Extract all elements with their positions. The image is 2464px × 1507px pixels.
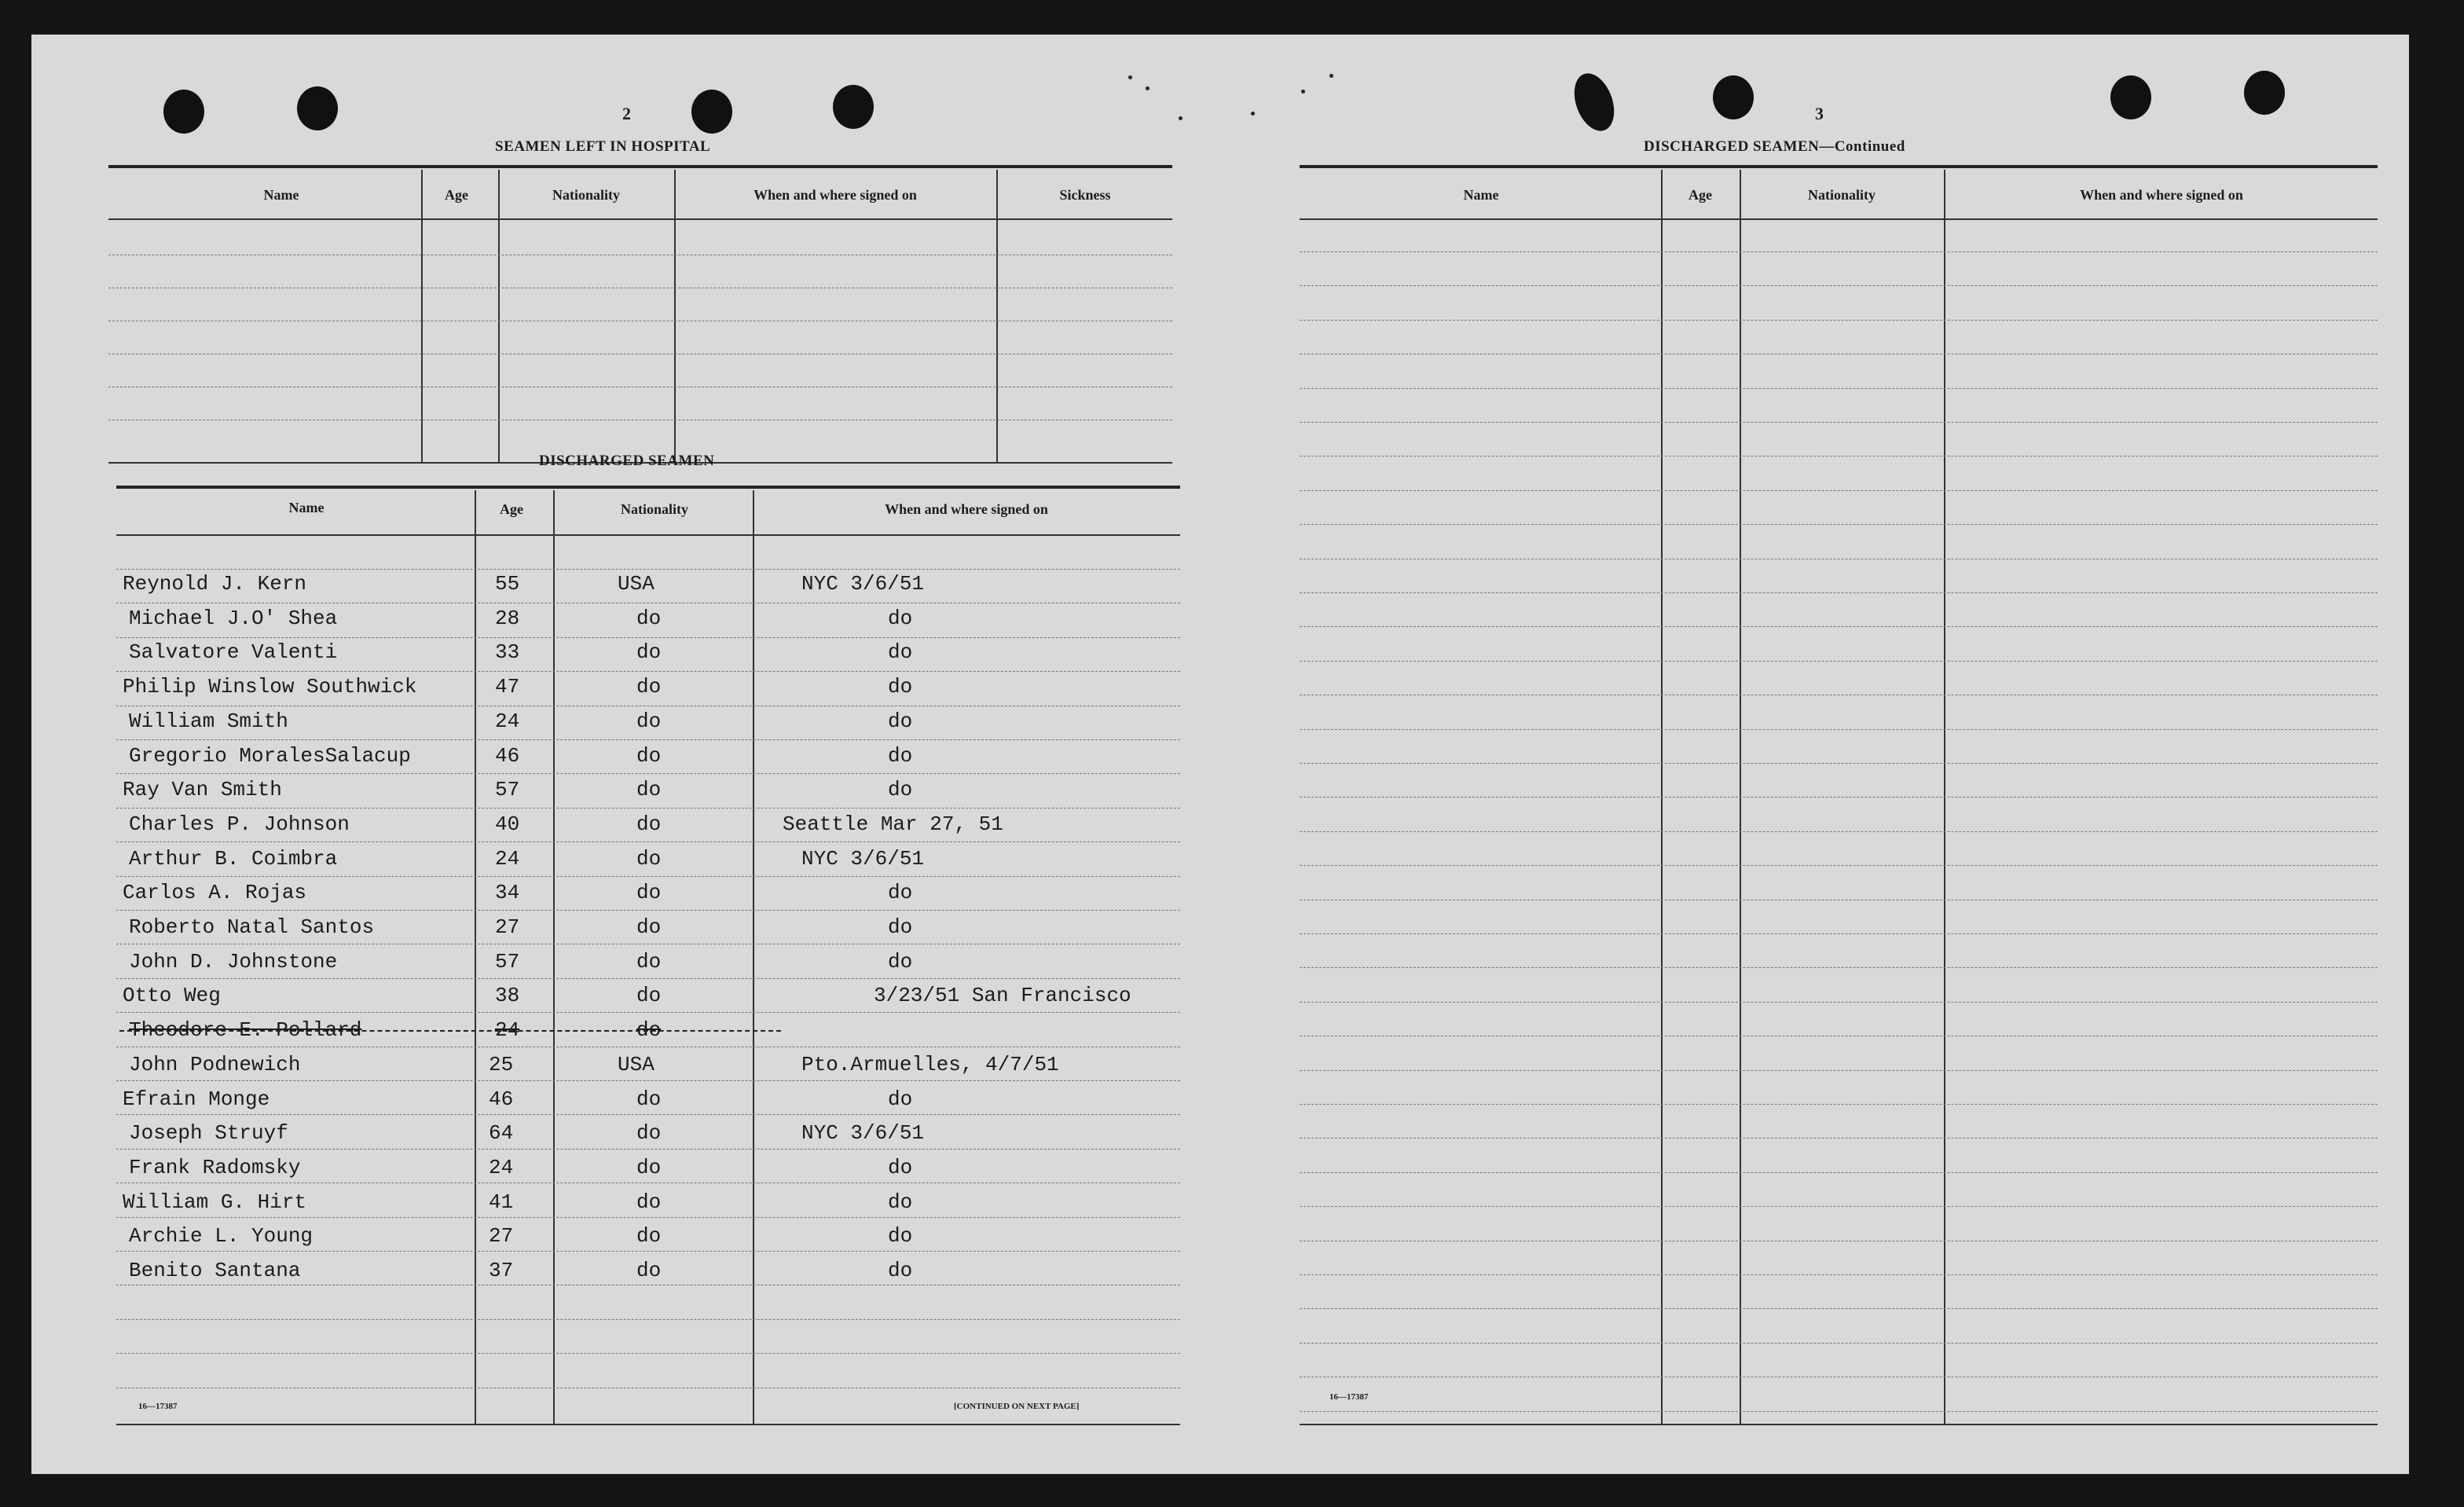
ruled-line [116, 637, 1180, 638]
punch-hole [1713, 75, 1754, 119]
right-page-number: 3 [1815, 104, 1824, 123]
seaman-nationality: do [636, 846, 662, 871]
seaman-name: Frank Radomsky [129, 1155, 301, 1179]
ruled-line [1300, 1002, 2378, 1003]
seaman-signed-on: do [888, 1190, 913, 1214]
seaman-signed-on: NYC 3/6/51 [801, 846, 925, 871]
ruled-line [1300, 1343, 2378, 1344]
ruled-line [1300, 1070, 2378, 1071]
seaman-name: Otto Weg [123, 984, 221, 1008]
seaman-age: 64 [489, 1121, 514, 1146]
ruled-line [1300, 1308, 2378, 1309]
seaman-age: 27 [495, 915, 520, 939]
seaman-nationality: USA [618, 1052, 654, 1076]
discharged-col-name: Name [288, 500, 324, 515]
paper-speck [1329, 74, 1333, 78]
seaman-signed-on: do [888, 606, 913, 630]
ruled-line [1300, 831, 2378, 832]
ruled-line [1300, 524, 2378, 525]
ruled-line [116, 1149, 1180, 1150]
seaman-name: Michael J.O' Shea [129, 606, 338, 630]
seaman-name: Efrain Monge [123, 1087, 270, 1111]
paper-speck [1251, 112, 1255, 116]
seaman-name: John Podnewich [129, 1052, 301, 1076]
seaman-age: 27 [489, 1224, 514, 1248]
seaman-signed-on: do [888, 640, 913, 665]
seaman-nationality: do [636, 1018, 662, 1043]
left-form-number: 16—17387 [138, 1402, 178, 1411]
discharged-col-age: Age [500, 501, 523, 517]
seaman-nationality: do [636, 1224, 662, 1248]
seaman-nationality: do [636, 743, 662, 768]
paper-speck [1146, 86, 1150, 90]
seaman-nationality: do [636, 606, 662, 630]
seaman-nationality: do [636, 949, 662, 974]
ruled-line [116, 773, 1180, 774]
hospital-header-rule [108, 218, 1172, 220]
ruled-line [1300, 1274, 2378, 1275]
seaman-nationality: do [636, 675, 662, 699]
ruled-line [116, 910, 1180, 911]
seaman-signed-on: do [888, 743, 913, 768]
ruled-line [116, 1114, 1180, 1115]
right-col-age: Age [1688, 187, 1712, 203]
ruled-line [1300, 763, 2378, 764]
right-section-title: DISCHARGED SEAMEN—Continued [1644, 138, 1905, 155]
ruled-line [116, 1353, 1180, 1354]
discharged-col-nationality: Nationality [620, 501, 688, 517]
seaman-nationality: do [636, 915, 662, 939]
paper-speck [1179, 116, 1182, 120]
seaman-signed-on: do [888, 709, 913, 733]
ruled-line [116, 1012, 1180, 1013]
seaman-name: William Smith [129, 709, 288, 733]
seaman-age: 24 [495, 709, 520, 733]
seaman-name: Gregorio MoralesSalacup [129, 743, 411, 768]
seaman-name: Roberto Natal Santos [129, 915, 375, 939]
punch-hole [833, 85, 874, 129]
hospital-col-name: Name [263, 187, 299, 203]
seaman-signed-on: Seattle Mar 27, 51 [783, 812, 1003, 836]
ruled-line [1300, 626, 2378, 627]
seaman-signed-on: do [888, 881, 913, 905]
ruled-line [116, 671, 1180, 672]
paper-speck [1128, 75, 1132, 79]
ruled-line [116, 1217, 1180, 1218]
right-col-signed-on: When and where signed on [2080, 187, 2243, 203]
ruled-line [116, 1319, 1180, 1320]
ruled-line [1300, 1411, 2378, 1412]
seaman-signed-on: 3/23/51 San Francisco [874, 984, 1131, 1008]
ruled-line [1300, 285, 2378, 286]
seaman-signed-on: do [888, 1259, 913, 1282]
seaman-name: Salvatore Valenti [129, 640, 338, 665]
hospital-table-top-rule [108, 165, 1172, 168]
seaman-age: 37 [489, 1259, 514, 1282]
ruled-line [1300, 1206, 2378, 1207]
seaman-age: 33 [495, 640, 520, 665]
discharged-header-rule [116, 534, 1180, 536]
seaman-nationality: do [636, 984, 662, 1008]
seaman-nationality: do [636, 1259, 662, 1282]
ruled-line [116, 1251, 1180, 1252]
seaman-age: 24 [495, 1018, 520, 1043]
seaman-signed-on: Pto.Armuelles, 4/7/51 [801, 1052, 1059, 1076]
ruled-line [116, 1080, 1180, 1081]
seaman-name: Joseph Struyf [129, 1121, 288, 1146]
hospital-col-nationality: Nationality [552, 187, 620, 203]
seaman-nationality: do [636, 1190, 662, 1214]
right-col-name: Name [1463, 187, 1499, 203]
hospital-col-signed-on: When and where signed on [754, 187, 917, 203]
ruled-line [1300, 797, 2378, 798]
discharged-col-signed-on: When and where signed on [885, 501, 1048, 517]
hospital-col-sickness: Sickness [1059, 187, 1111, 203]
paper-speck [1301, 90, 1305, 94]
seaman-age: 41 [489, 1190, 514, 1214]
seaman-nationality: USA [618, 572, 654, 596]
seaman-age: 38 [495, 984, 520, 1008]
strikethrough-line [119, 1030, 781, 1032]
ruled-line [1300, 490, 2378, 491]
seaman-age: 40 [495, 812, 520, 836]
seaman-age: 24 [489, 1155, 514, 1179]
ruled-line [1300, 729, 2378, 730]
seaman-name: Charles P. Johnson [129, 812, 350, 836]
seaman-age: 34 [495, 881, 520, 905]
seaman-nationality: do [636, 881, 662, 905]
seaman-age: 28 [495, 606, 520, 630]
ruled-line [1300, 592, 2378, 593]
seaman-signed-on: do [888, 1087, 913, 1111]
ruled-line [1300, 661, 2378, 662]
seaman-nationality: do [636, 812, 662, 836]
ruled-line [1300, 865, 2378, 866]
seaman-name: John D. Johnstone [129, 949, 338, 974]
right-col-nationality: Nationality [1807, 187, 1876, 203]
right-table-bottom-rule [1300, 1424, 2378, 1425]
ruled-line [1300, 1104, 2378, 1105]
seaman-age: 46 [489, 1087, 514, 1111]
seaman-signed-on: do [888, 675, 913, 699]
seaman-age: 47 [495, 675, 520, 699]
ruled-line [1300, 251, 2378, 252]
ruled-line [116, 1182, 1180, 1183]
seaman-name: Archie L. Young [129, 1224, 314, 1248]
seaman-name: Arthur B. Coimbra [129, 846, 338, 871]
seaman-signed-on: do [888, 1224, 913, 1248]
right-table-top-rule [1300, 165, 2378, 168]
seaman-signed-on: do [888, 915, 913, 939]
document-sheet [31, 35, 2409, 1474]
seaman-name: Philip Winslow Southwick [123, 675, 417, 699]
ruled-line [1300, 967, 2378, 968]
right-form-number: 16—17387 [1329, 1392, 1369, 1402]
seaman-nationality: do [636, 1121, 662, 1146]
seaman-age: 57 [495, 778, 520, 802]
seaman-nationality: do [636, 709, 662, 733]
seaman-name: Carlos A. Rojas [123, 881, 307, 905]
ruled-line [1300, 1172, 2378, 1173]
seaman-signed-on: do [888, 778, 913, 802]
punch-hole [2110, 75, 2151, 119]
discharged-table-top-rule [116, 486, 1180, 489]
discharged-table-bottom-rule [116, 1424, 1180, 1425]
seaman-signed-on: do [888, 949, 913, 974]
seaman-age: 57 [495, 949, 520, 974]
seaman-signed-on: NYC 3/6/51 [801, 1121, 925, 1146]
seaman-name: Reynold J. Kern [123, 572, 307, 596]
seaman-age: 55 [495, 572, 520, 596]
left-page-number: 2 [622, 104, 631, 123]
seaman-name: Theodore E. Pollard [129, 1018, 362, 1043]
ruled-line [1300, 933, 2378, 934]
seaman-name: Ray Van Smith [123, 778, 282, 802]
ruled-line [116, 739, 1180, 740]
discharged-section-title: DISCHARGED SEAMEN [539, 453, 715, 469]
ruled-line [1300, 320, 2378, 321]
seaman-signed-on: do [888, 1155, 913, 1179]
continued-note: [CONTINUED ON NEXT PAGE] [954, 1402, 1080, 1411]
hospital-section-title: SEAMEN LEFT IN HOSPITAL [495, 138, 711, 155]
ruled-line [116, 978, 1180, 979]
seaman-name: William G. Hirt [123, 1190, 307, 1214]
ruled-line [1300, 388, 2378, 389]
ruled-line [116, 569, 1180, 570]
ruled-line [1300, 422, 2378, 423]
ruled-line [116, 876, 1180, 877]
hospital-col-age: Age [445, 187, 468, 203]
seaman-nationality: do [636, 778, 662, 802]
seaman-age: 24 [495, 846, 520, 871]
punch-hole [297, 86, 338, 130]
seaman-signed-on: NYC 3/6/51 [801, 572, 925, 596]
seaman-nationality: do [636, 1087, 662, 1111]
seaman-age: 46 [495, 743, 520, 768]
punch-hole [691, 90, 732, 134]
seaman-name: Benito Santana [129, 1259, 301, 1282]
seaman-age: 25 [489, 1052, 514, 1076]
punch-hole [1567, 68, 1621, 136]
punch-hole [2244, 71, 2285, 115]
seaman-nationality: do [636, 640, 662, 665]
punch-hole [163, 90, 204, 134]
right-header-rule [1300, 218, 2378, 220]
seaman-nationality: do [636, 1155, 662, 1179]
